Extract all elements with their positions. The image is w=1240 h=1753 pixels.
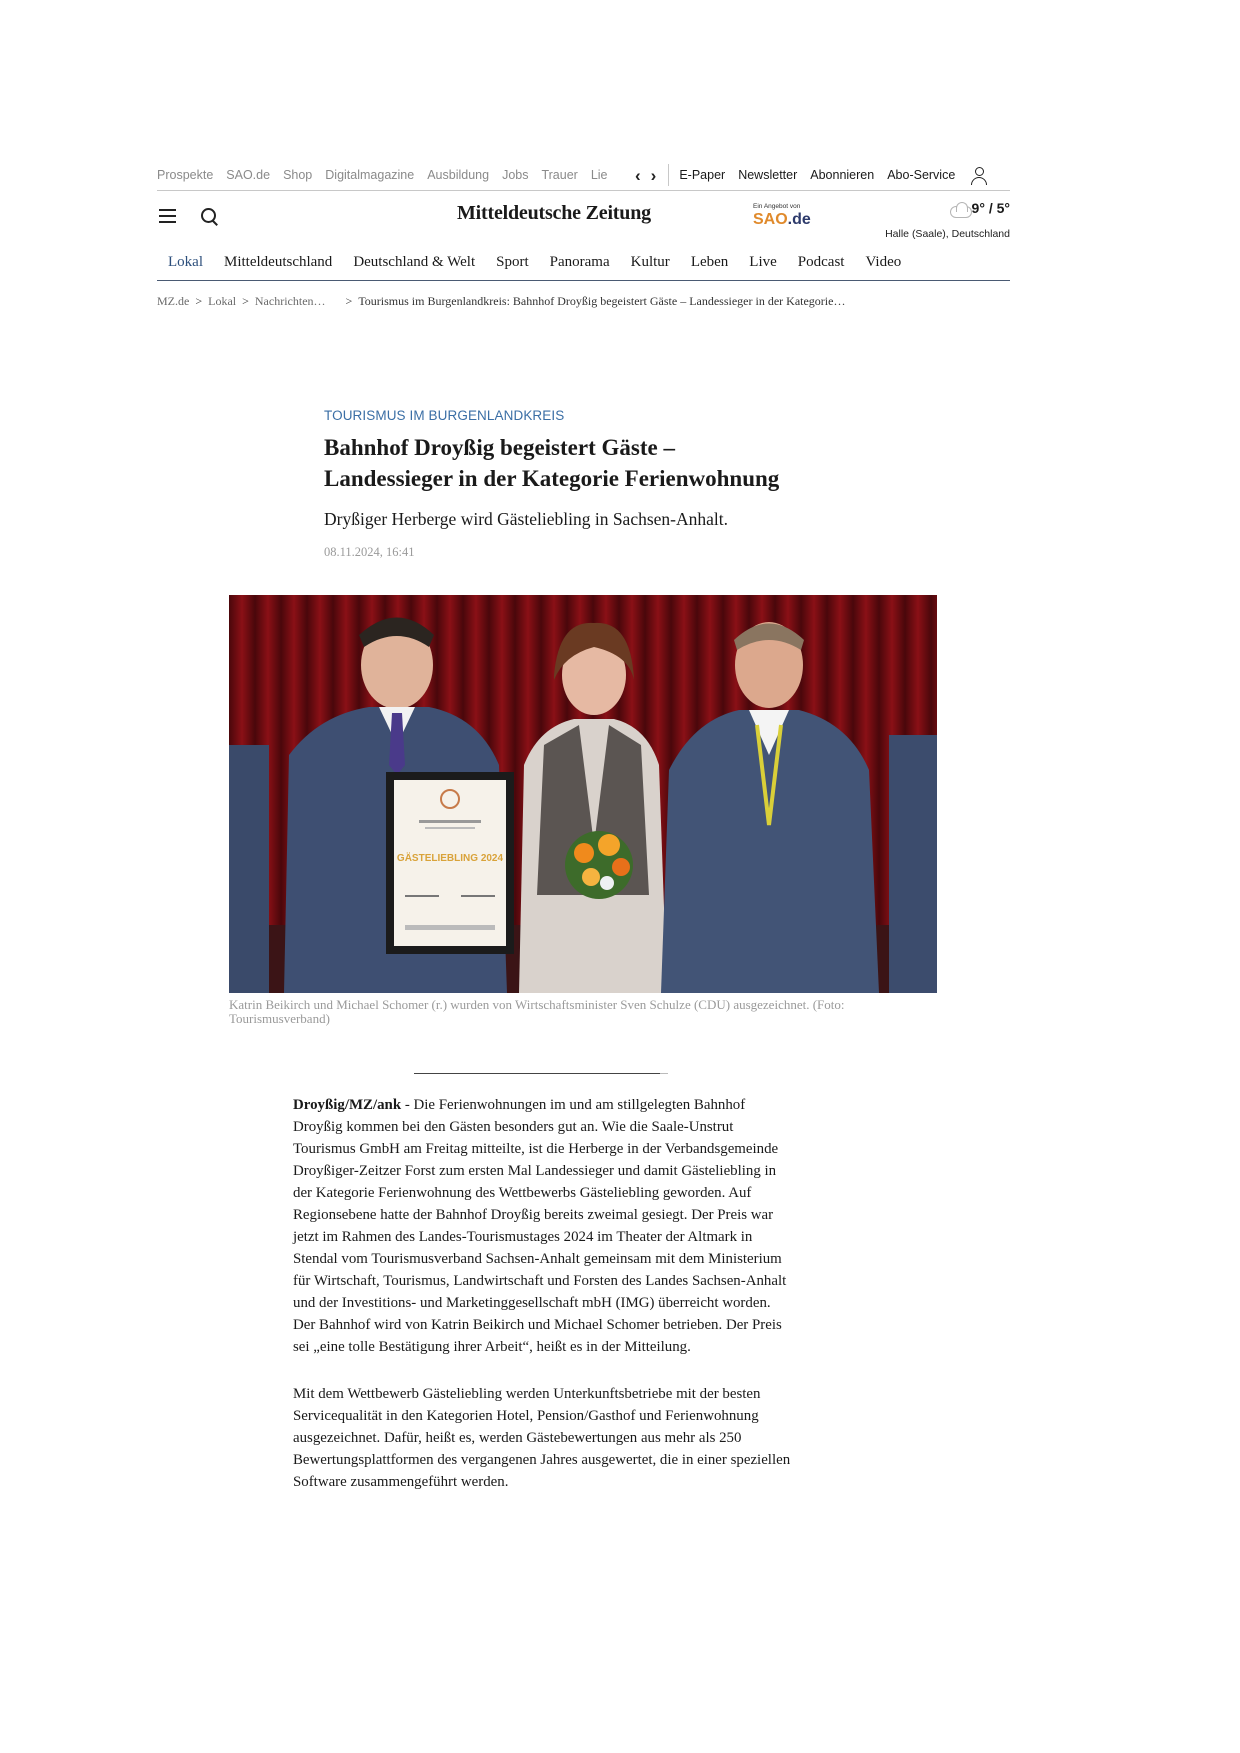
breadcrumb-current: Tourismus im Burgenlandkreis: Bahnhof Droyßig begeistert Gäste – Landessieger in der Kategorie… (358, 294, 846, 308)
article-paragraph (293, 1383, 793, 1493)
link-prospekte[interactable]: Prospekte (157, 168, 214, 182)
link-digitalmagazine[interactable]: Digitalmagazine (325, 168, 415, 182)
masthead (157, 198, 1010, 248)
weather-widget[interactable] (885, 198, 1010, 240)
utility-scroll-arrows (635, 167, 656, 184)
breadcrumb-home[interactable]: MZ.de (157, 294, 190, 308)
link-abonnieren[interactable]: Abonnieren (810, 168, 875, 182)
link-shop[interactable]: Shop (283, 168, 313, 182)
article-body (293, 1094, 793, 1518)
headline-line-2: Landessieger in der Kategorie Ferienwohnung (324, 466, 780, 491)
divider (668, 164, 669, 186)
article-kicker: TOURISMUS IM BURGENLANDKREIS (324, 408, 565, 423)
link-epaper[interactable]: E-Paper (679, 168, 726, 182)
chevron-left-icon[interactable]: ‹ (635, 165, 641, 185)
account-links (679, 166, 988, 184)
breadcrumb-separator: > (242, 294, 249, 308)
nav-item-leben[interactable]: Leben (690, 254, 729, 270)
weather-temperature: 9° / 5° (971, 200, 1010, 216)
link-abo-service[interactable]: Abo-Service (887, 168, 956, 182)
paragraph-text: - Die Ferienwohnungen im und am stillgelegten Bahnhof Droyßig kommen bei den Gästen besonders gut an. Wie die Saale-Unstrut Tourismus GmbH am Freitag mitteilte, ist die Herberge in der Verbandsgemeinde Droyßiger-Zeitzer Forst zum ersten Mal Landessieger und damit Gästeliebling in der Kategorie Ferienwohnung des Wettbewerbs Gästeliebling geworden. Auf Regionsebene hatte der Bahnhof Droyßig bereits zweimal gesiegt. Der Preis war jetzt im Rahmen des Landes-Tourismustages 2024 im Theater der Altmark in Stendal vom Tourismusverband Sachsen-Anhalt gemeinsam mit dem Ministerium für Wirtschaft, Tourismus, Landwirtschaft und Forsten des Landes Sachsen-Anhalt und der Investitions- und Marketinggesellschaft mbH (IMG) überreicht worden. Der Bahnhof wird von Katrin Beikirch und Michael Schomer betrieben. Der Preis sei „eine tolle Bestätigung ihrer Arbeit“, heißt es in der Mitteilung. (293, 1097, 787, 1355)
utility-bar (157, 160, 1010, 191)
chevron-right-icon[interactable]: › (650, 165, 657, 185)
user-icon[interactable] (970, 166, 988, 184)
nav-item-kultur[interactable]: Kultur (630, 254, 670, 270)
breadcrumb-separator: > (195, 294, 203, 308)
breadcrumb (157, 294, 1010, 309)
paragraph-text: Mit dem Wettbewerb Gästeliebling werden Unterkunftsbetriebe mit der besten Servicequalität in den Kategorien Hotel, Pension/Gasthof und Ferienwohnung ausgezeichnet. Dafür, heißt es, werden Gästebewertungen aus mehr als 250 Bewertungsplattformen des vergangenen Jahres ausgewertet, die in einer speziellen Software zusammengeführt werden. (293, 1386, 791, 1490)
link-truncated[interactable]: Lie (590, 168, 608, 182)
nav-item-deutschland-welt[interactable]: Deutschland & Welt (353, 254, 476, 270)
link-trauer[interactable]: Trauer (541, 168, 578, 182)
sao-tagline: Ein Angebot von (753, 203, 801, 210)
breadcrumb-separator: > (345, 294, 353, 308)
nav-item-video[interactable]: Video (865, 254, 902, 270)
photo-caption: Katrin Beikirch und Michael Schomer (r.) wurden von Wirtschaftsminister Sven Schulze (CDU) ausgezeichnet. (Foto: Tourismusverband) (229, 997, 845, 1026)
article-photo[interactable] (229, 595, 937, 993)
article-headline (324, 432, 884, 494)
article-dateline: Droyßig/MZ/ank (293, 1097, 402, 1113)
article-teaser: Dryßiger Herberge wird Gästeliebling in Sachsen-Anhalt. (324, 509, 729, 529)
nav-item-lokal[interactable]: Lokal (168, 254, 203, 270)
sao-domain: .de (787, 211, 811, 228)
breadcrumb-nachrichten[interactable]: Nachrichten… (254, 294, 326, 308)
link-sao[interactable]: SAO.de (226, 168, 271, 182)
nav-item-panorama[interactable]: Panorama (549, 254, 610, 270)
breadcrumb-lokal[interactable]: Lokal (208, 294, 237, 308)
nav-item-mitteldeutschland[interactable]: Mitteldeutschland (224, 254, 333, 270)
link-ausbildung[interactable]: Ausbildung (427, 168, 490, 182)
weather-location: Halle (Saale), Deutschland (885, 228, 1010, 240)
sao-logo[interactable] (753, 203, 811, 229)
nav-item-podcast[interactable]: Podcast (797, 254, 845, 270)
sao-brand: SAO (753, 211, 788, 228)
link-jobs[interactable]: Jobs (502, 168, 529, 182)
cloud-icon (948, 202, 972, 216)
certificate-title: GÄSTELIEBLING 2024 (396, 853, 504, 864)
link-newsletter[interactable]: Newsletter (738, 168, 798, 182)
award-ceremony-image (229, 595, 937, 993)
site-logo[interactable]: Mitteldeutsche Zeitung (457, 202, 651, 224)
main-navigation (157, 254, 1010, 281)
nav-item-sport[interactable]: Sport (496, 254, 529, 270)
utility-links (157, 168, 631, 182)
article-paragraph (293, 1094, 793, 1358)
hamburger-menu-icon[interactable] (159, 209, 176, 223)
nav-item-live[interactable]: Live (749, 254, 777, 270)
section-divider (414, 1073, 660, 1074)
headline-line-1: Bahnhof Droyßig begeistert Gäste – (324, 435, 675, 460)
article-date: 08.11.2024, 16:41 (324, 545, 415, 559)
search-icon[interactable] (200, 207, 219, 226)
